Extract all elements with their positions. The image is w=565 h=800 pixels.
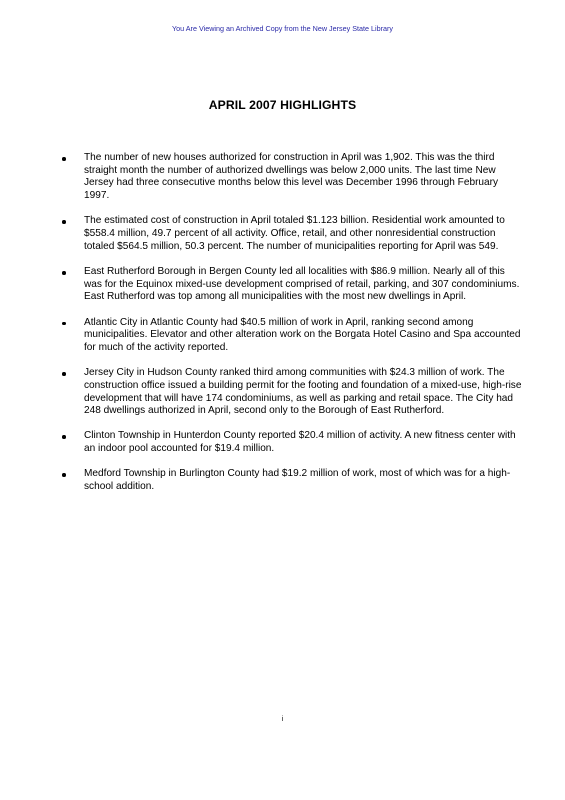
highlight-text: Atlantic City in Atlantic County had $40.5 million of work in April, ranking second among municipalities. Elevator and other alteration work on the Borgata Hotel Casino and Spa accounted for much of the activity reported. [84,316,521,353]
page-number: i [281,716,284,723]
highlight-item [62,215,524,253]
highlight-item [62,152,524,203]
highlights-list [62,152,524,506]
highlight-item [62,266,524,304]
highlight-text: Jersey City in Hudson County ranked third among communities with $24.3 million of work. The construction office issued a building permit for the footing and foundation of a mixed-use, high-rise development that will have 174 condominiums, as well as parking and retail space. The City had 248 dwellings authorized in April, second only to the Borough of East Rutherford. [84,367,522,417]
bullet-icon [62,220,66,224]
archive-banner: You Are Viewing an Archived Copy from the New Jersey State Library [172,24,393,33]
highlight-text: East Rutherford Borough in Bergen County led all localities with $86.9 million. Nearly all of this was for the Equinox mixed-use development comprised of retail, parking, and 307 condominiums. East Rutherford was top among all municipalities with the most new dwellings in April. [84,265,520,303]
highlight-text: The estimated cost of construction in April totaled $1.123 billion. Residential work amounted to $558.4 million, 49.7 percent of all activity. Office, retail, and other nonresidential construction totaled $564.5 million, 50.3 percent. The number of municipalities reporting for April was 549. [84,215,505,252]
page-title: APRIL 2007 HIGHLIGHTS [208,98,357,112]
highlight-item [62,317,524,355]
bullet-icon [62,473,66,477]
bullet-icon [62,322,66,326]
bullet-icon [62,157,66,161]
highlight-item [62,430,524,455]
highlight-item [62,367,524,418]
highlight-text: Clinton Township in Hunterdon County reported $20.4 million of activity. A new fitness center with an indoor pool accounted for $19.4 million. [84,430,516,455]
bullet-icon [62,271,66,275]
bullet-icon [62,372,66,376]
highlight-item [62,468,524,493]
bullet-icon [62,435,66,439]
highlight-text: The number of new houses authorized for construction in April was 1,902. This was the third straight month the number of authorized dwellings was below 2,000 units. The last time New Jersey had three consecutive months below this level was December 1996 through February 1997. [84,152,499,202]
highlight-text: Medford Township in Burlington County had $19.2 million of work, most of which was for a high-school addition. [84,468,511,493]
